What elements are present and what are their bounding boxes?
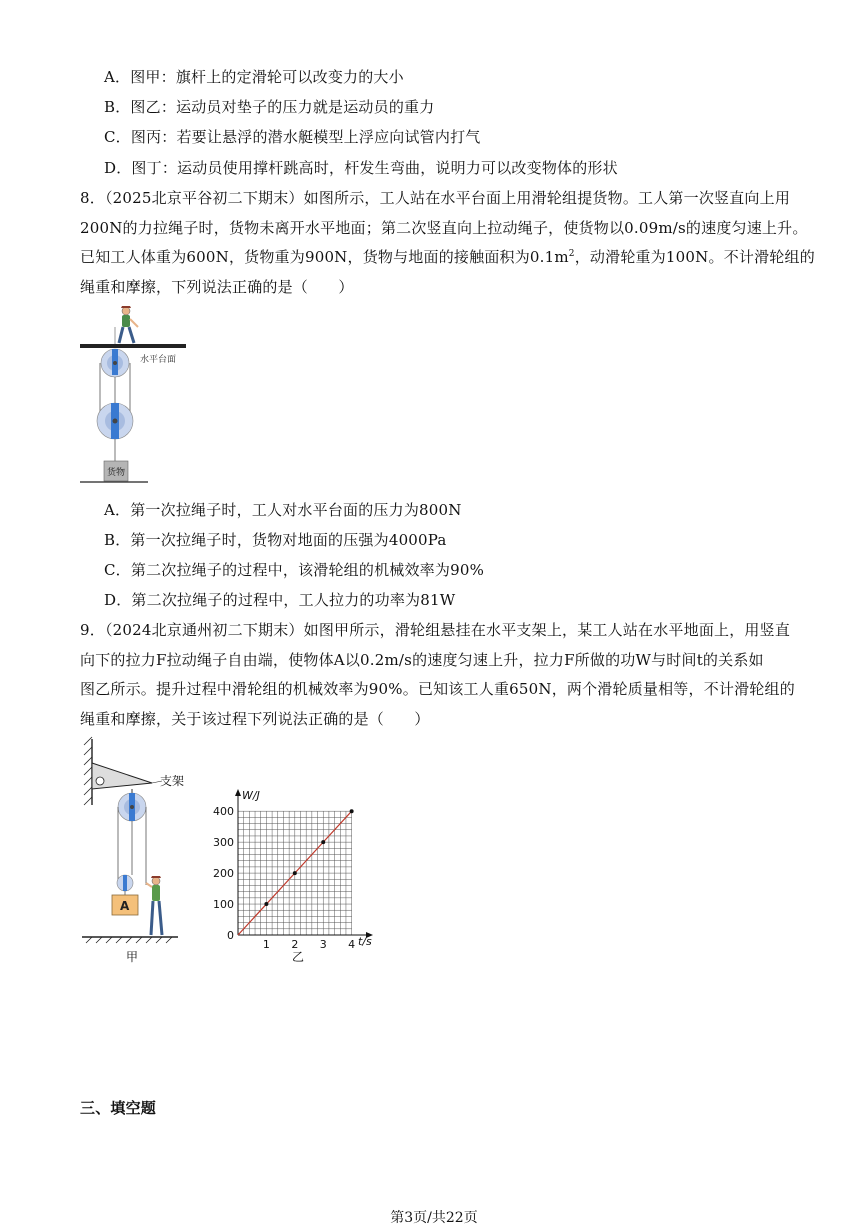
y-axis-arrow [235, 789, 241, 796]
cargo-label: 货物 [107, 468, 126, 478]
chart-ticks [213, 805, 355, 951]
x-tick-label: 1 [262, 938, 270, 951]
q9-line-1: 9．（2024北京通州初二下期末）如图甲所示，滑轮组悬挂在水平支架上，某工人站在水平地面上，用竖直 [80, 621, 791, 639]
q9-line-4: 绳重和摩擦，关于该过程下列说法正确的是（ ） [80, 710, 430, 728]
q9-line-3: 图乙所示。提升过程中滑轮组的机械效率为90%。已知该工人重650N，两个滑轮质量相等，不计滑轮组的 [80, 680, 795, 698]
q8-line-1: 8．（2025北京平谷初二下期末）如图所示，工人站在水平台面上用滑轮组提货物。工人第一次竖直向上用 [80, 189, 791, 207]
y-tick-label: 400 [213, 805, 234, 819]
data-point [350, 809, 354, 813]
data-point [293, 871, 297, 875]
q7-option-d: D．图丁：运动员使用撑杆跳高时，杆发生弯曲，说明力可以改变物体的形状 [104, 159, 618, 177]
movable-pulley-icon [97, 403, 133, 439]
data-point [321, 840, 325, 844]
q8-option-a: A．第一次拉绳子时，工人对水平台面的压力为800N [104, 501, 462, 519]
q8-option-b: B．第一次拉绳子时，货物对地面的压强为4000Pa [104, 531, 447, 549]
x-tick-label: 2 [291, 938, 299, 951]
q8-option-c: C．第二次拉绳子的过程中，该滑轮组的机械效率为90% [104, 561, 485, 579]
fixed-pulley-icon [101, 349, 129, 377]
movable-pulley-icon [117, 875, 133, 891]
chart-series [238, 809, 354, 935]
q8-line-2: 200N的力拉绳子时，货物未离开水平地面；第二次竖直向上拉动绳子，使货物以0.09m/s的速度匀速上升。 [80, 219, 808, 237]
data-point [264, 902, 268, 906]
x-tick-label: 4 [348, 938, 356, 951]
chart-x-label: t/s [358, 935, 372, 948]
q8-pulley-figure [78, 303, 208, 488]
y-tick-label: 100 [213, 898, 234, 912]
x-tick-label: 3 [319, 938, 327, 951]
y-tick-label: 300 [213, 836, 234, 850]
chart-y-label: W/J [242, 789, 260, 802]
q9-line-2: 向下的拉力F拉动绳子自由端，使物体A以0.2m/s的速度匀速上升，拉力F所做的功W与时间t的关系如 [80, 651, 764, 669]
q7-option-b: B．图乙：运动员对垫子的压力就是运动员的重力 [104, 98, 435, 116]
q8-line-3: 已知工人体重为600N，货物重为900N，货物与地面的接触面积为$0.1m^2$，动滑轮重为100N。不计滑轮组的 [80, 248, 815, 266]
block-a-label: A [120, 899, 130, 913]
chart-caption: 乙 [292, 950, 305, 964]
work-time-chart [200, 785, 375, 965]
fixed-pulley-icon [118, 789, 146, 821]
figure-jia-caption: 甲 [126, 950, 139, 964]
q9-pulley-figure [80, 735, 190, 965]
platform-label: 水平台面 [140, 355, 177, 365]
q7-option-c: C．图丙：若要让悬浮的潜水艇模型上浮应向试管内打气 [104, 128, 481, 146]
worker-icon [146, 876, 162, 935]
y-tick-label: 200 [213, 867, 234, 881]
q8-option-d: D．第二次拉绳子的过程中，工人拉力的功率为81W [104, 591, 456, 609]
page-footer: 第3页/共22页 [390, 1210, 478, 1226]
worker-icon [115, 306, 138, 347]
q8-line-4: 绳重和摩擦，下列说法正确的是（ ） [80, 278, 354, 296]
y-tick-label: 0 [227, 929, 234, 942]
bracket-label: 支架 [160, 774, 185, 788]
section-title: 三、填空题 [80, 1099, 157, 1117]
q7-option-a: A．图甲：旗杆上的定滑轮可以改变力的大小 [104, 68, 404, 86]
